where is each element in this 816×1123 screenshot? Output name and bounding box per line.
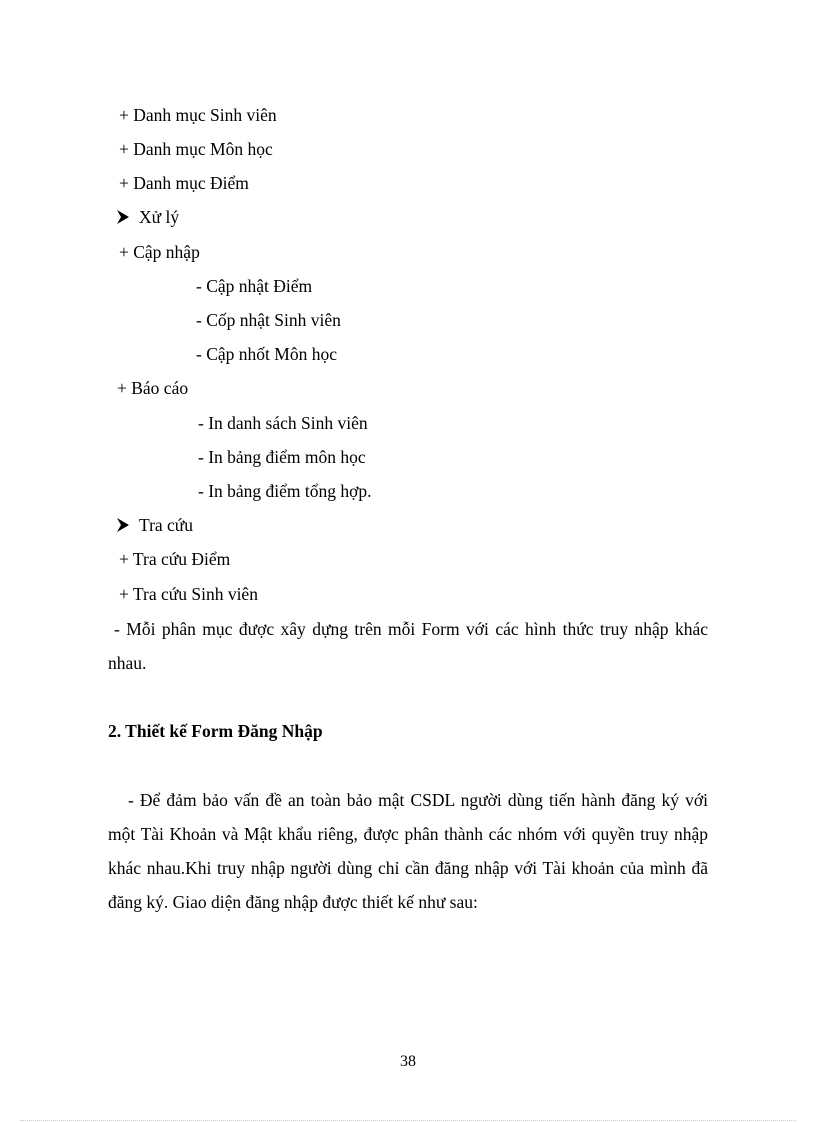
outline-section-label: Tra cứu [139, 515, 194, 535]
outline-section-xu-ly [116, 206, 179, 228]
outline-subitem-cap-nhat-diem: - Cập nhật Điểm [196, 276, 313, 296]
arrow-bullet-icon [116, 206, 134, 228]
page-bottom-border [20, 1120, 796, 1121]
outline-subitem-in-bang-diem-tong-hop: - In bảng điểm tổng hợp. [198, 481, 372, 501]
page-number: 38 [400, 1053, 416, 1070]
outline-item-tra-cuu-diem: + Tra cứu Điểm [119, 549, 231, 569]
outline-subitem-cap-nhat-sinh-vien: - Cốp nhật Sinh viên [196, 310, 341, 330]
outline-subitem-in-bang-diem-mon-hoc: - In bảng điểm môn học [198, 447, 366, 467]
outline-item-bao-cao: + Báo cáo [117, 378, 189, 398]
outline-item-danh-muc-mon-hoc: + Danh mục Môn học [119, 139, 273, 159]
outline-item-cap-nhap: + Cập nhập [119, 242, 200, 262]
outline-item-danh-muc-sinh-vien: + Danh mục Sinh viên [119, 105, 277, 125]
outline-section-tra-cuu [116, 514, 193, 536]
body-paragraph: - Để đảm bảo vấn đề an toàn bảo mật CSDL người dùng tiến hành đăng ký với một Tài Khoản và Mật khẩu riêng, được phân thành các nhóm với quyền truy nhập khác nhau.Khi truy nhập người dùng chỉ cần đăng nhập với Tài khoản của mình đã đăng ký. Giao diện đăng nhập được thiết kế như sau: [108, 790, 708, 912]
outline-item-danh-muc-diem: + Danh mục Điểm [119, 173, 249, 193]
summary-paragraph: - Mỗi phân mục được xây dựng trên mỗi Form với các hình thức truy nhập khác nhau. [108, 619, 708, 673]
outline-section-label: Xử lý [139, 207, 180, 227]
section-heading: 2. Thiết kế Form Đăng Nhập [108, 721, 323, 741]
arrow-bullet-icon [116, 514, 134, 536]
outline-subitem-cap-nhat-mon-hoc: - Cập nhốt Môn học [196, 344, 337, 364]
outline-item-tra-cuu-sinh-vien: + Tra cứu Sinh viên [119, 584, 258, 604]
outline-subitem-in-danh-sach: - In danh sách Sinh viên [198, 413, 368, 433]
